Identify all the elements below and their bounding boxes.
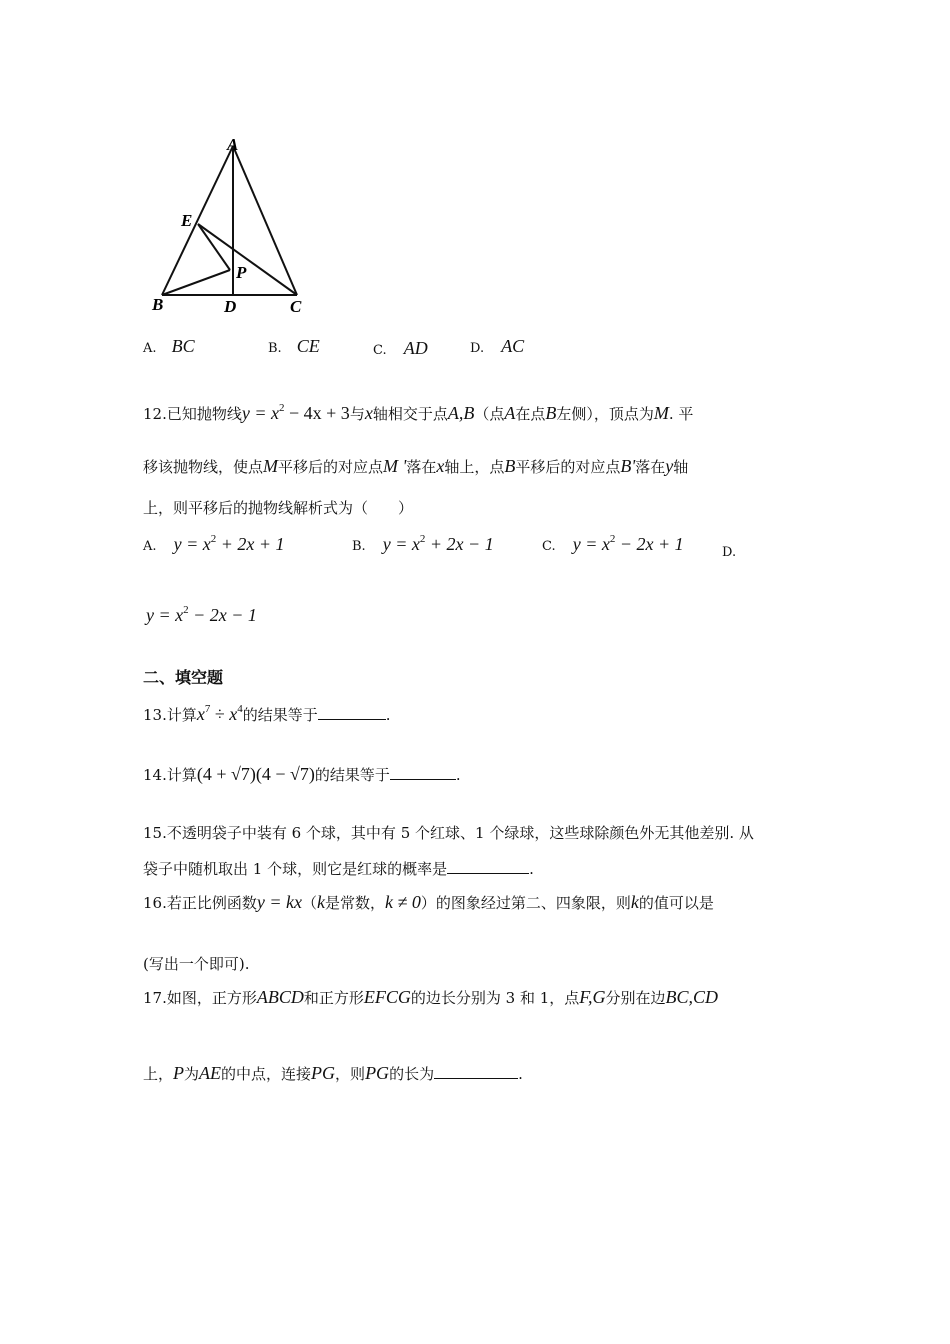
text: （点 (474, 405, 505, 423)
q12-line2 (143, 456, 688, 477)
text: 与 (349, 405, 365, 423)
triangle-figure (140, 128, 340, 318)
option-letter: B. (352, 539, 366, 554)
math: M (653, 403, 669, 423)
math: x (436, 456, 445, 476)
math: P (173, 1063, 185, 1083)
answer-blank[interactable] (447, 859, 529, 874)
text: . 平 (668, 405, 694, 423)
text: 17.如图，正方形 (143, 989, 257, 1007)
q12-option-d-value (146, 604, 257, 626)
q12-option-d-letter (722, 541, 736, 560)
text: 的结果等于 (242, 706, 318, 724)
text: 平移后的对应点 (515, 458, 621, 476)
text: 12.已知抛物线 (143, 405, 242, 423)
option-letter: A. (143, 341, 157, 356)
exponent: 2 (609, 533, 616, 545)
text: 上，则平移后的抛物线解析式为（ ） (143, 499, 414, 517)
text: ）的图象经过第二、四象限，则 (420, 894, 631, 912)
q12-option-b (352, 533, 494, 555)
text: 移该抛物线，使点 (143, 458, 264, 476)
text: 13.计算 (143, 706, 197, 724)
math: M (263, 456, 279, 476)
math: B' (620, 456, 636, 476)
text: 的结果等于 (314, 766, 390, 784)
math: y (665, 456, 674, 476)
text: ，则 (335, 1065, 366, 1083)
text: 袋子中随机取出 1 个球，则它是红球的概率是 (143, 860, 448, 878)
text: 平移后的对应点 (278, 458, 384, 476)
math: M ' (383, 456, 407, 476)
math: y = x (146, 605, 184, 625)
math: + 2x + 1 (216, 534, 285, 554)
text: 的长为 (389, 1065, 435, 1083)
text: 轴上，点 (444, 458, 505, 476)
q16-line2 (143, 953, 249, 974)
text: 16.若正比例函数 (143, 894, 257, 912)
label-B: B (152, 295, 164, 314)
option-letter: C. (542, 539, 556, 554)
math: EFCG (363, 987, 411, 1007)
option-value: CE (296, 336, 320, 356)
q15-line1 (143, 822, 754, 843)
math: ABCD (256, 987, 304, 1007)
section-title: 二、填空题 (143, 668, 224, 687)
text: 是常数， (325, 894, 386, 912)
q12-option-c (542, 533, 684, 555)
math: y = kx (256, 892, 302, 912)
math: + 2x − 1 (425, 534, 494, 554)
label-P: P (236, 263, 247, 282)
text: 上， (143, 1065, 174, 1083)
text: 14.计算 (143, 766, 197, 784)
q12-line3 (143, 497, 413, 518)
option-letter: A. (143, 539, 157, 554)
answer-blank[interactable] (390, 765, 456, 780)
math: k ≠ 0 (385, 892, 421, 912)
exponent: 2 (210, 533, 217, 545)
text: 左侧），顶点为 (556, 405, 654, 423)
answer-blank[interactable] (318, 705, 386, 720)
math: k (630, 892, 639, 912)
text: 15.不透明袋子中装有 6 个球，其中有 5 个红球、1 个绿球，这些球除颜色外无其他差别. 从 (143, 824, 754, 842)
q17-line2 (143, 1063, 523, 1084)
math: PG (365, 1063, 390, 1083)
q16-line1 (143, 892, 714, 913)
math: A (504, 403, 516, 423)
option-value: BC (171, 336, 195, 356)
math: A,B (447, 403, 475, 423)
option-value: AD (403, 338, 428, 358)
math: y = x (572, 534, 610, 554)
math: AE (199, 1063, 222, 1083)
math: y = x (173, 534, 211, 554)
math: − 2x − 1 (188, 605, 257, 625)
text: 和正方形 (303, 989, 364, 1007)
math: x (364, 403, 373, 423)
math: (4 + √7)(4 − √7) (196, 764, 315, 784)
math: − 2x + 1 (615, 534, 684, 554)
answer-blank[interactable] (434, 1064, 518, 1079)
exponent: 2 (279, 402, 285, 414)
exponent: 4 (237, 703, 243, 715)
q15-line2 (143, 858, 534, 879)
text: 分别在边 (605, 989, 666, 1007)
q11-option-a (143, 336, 195, 357)
q11-option-c (373, 338, 428, 359)
text: . (518, 1065, 523, 1083)
option-letter: B. (268, 341, 282, 356)
math: − 4x + 3 (284, 403, 350, 423)
exponent: 2 (419, 533, 426, 545)
q12-option-a (143, 533, 285, 555)
option-letter: C. (373, 343, 387, 358)
math: ÷ (210, 704, 230, 724)
math: x (196, 704, 205, 724)
math: BC,CD (665, 987, 718, 1007)
q13 (143, 703, 391, 725)
math: y = x (382, 534, 420, 554)
exponent: 7 (204, 703, 211, 715)
text: 在点 (515, 405, 546, 423)
q17-line1 (143, 987, 718, 1008)
label-C: C (290, 297, 302, 316)
q12-line1 (143, 402, 693, 424)
text: （ (301, 894, 317, 912)
label-A: A (227, 135, 239, 154)
option-letter: D. (722, 545, 737, 560)
q14 (143, 764, 461, 785)
text: 为 (184, 1065, 200, 1083)
q11-option-d (470, 336, 524, 357)
math: PG (311, 1063, 336, 1083)
option-letter: D. (470, 341, 485, 356)
text: . (455, 766, 461, 784)
math: x (229, 704, 238, 724)
text: . (385, 706, 391, 724)
math: B (545, 403, 557, 423)
text: 轴相交于点 (372, 405, 448, 423)
math: y (241, 403, 250, 423)
text: 落在 (406, 458, 437, 476)
text: 的中点，连接 (221, 1065, 312, 1083)
text: (写出一个即可). (143, 955, 250, 973)
label-D: D (224, 297, 237, 316)
text: 的边长分别为 3 和 1，点 (410, 989, 580, 1007)
text: . (529, 860, 534, 878)
math: F,G (579, 987, 606, 1007)
label-E: E (181, 211, 193, 230)
option-value: AC (501, 336, 525, 356)
text: 轴 (673, 458, 689, 476)
text: 的值可以是 (638, 894, 714, 912)
math: B (504, 456, 516, 476)
exponent: 2 (183, 604, 189, 616)
math: k (317, 892, 325, 912)
q11-option-b (268, 336, 320, 357)
text: 落在 (635, 458, 666, 476)
math: = x (249, 403, 279, 423)
